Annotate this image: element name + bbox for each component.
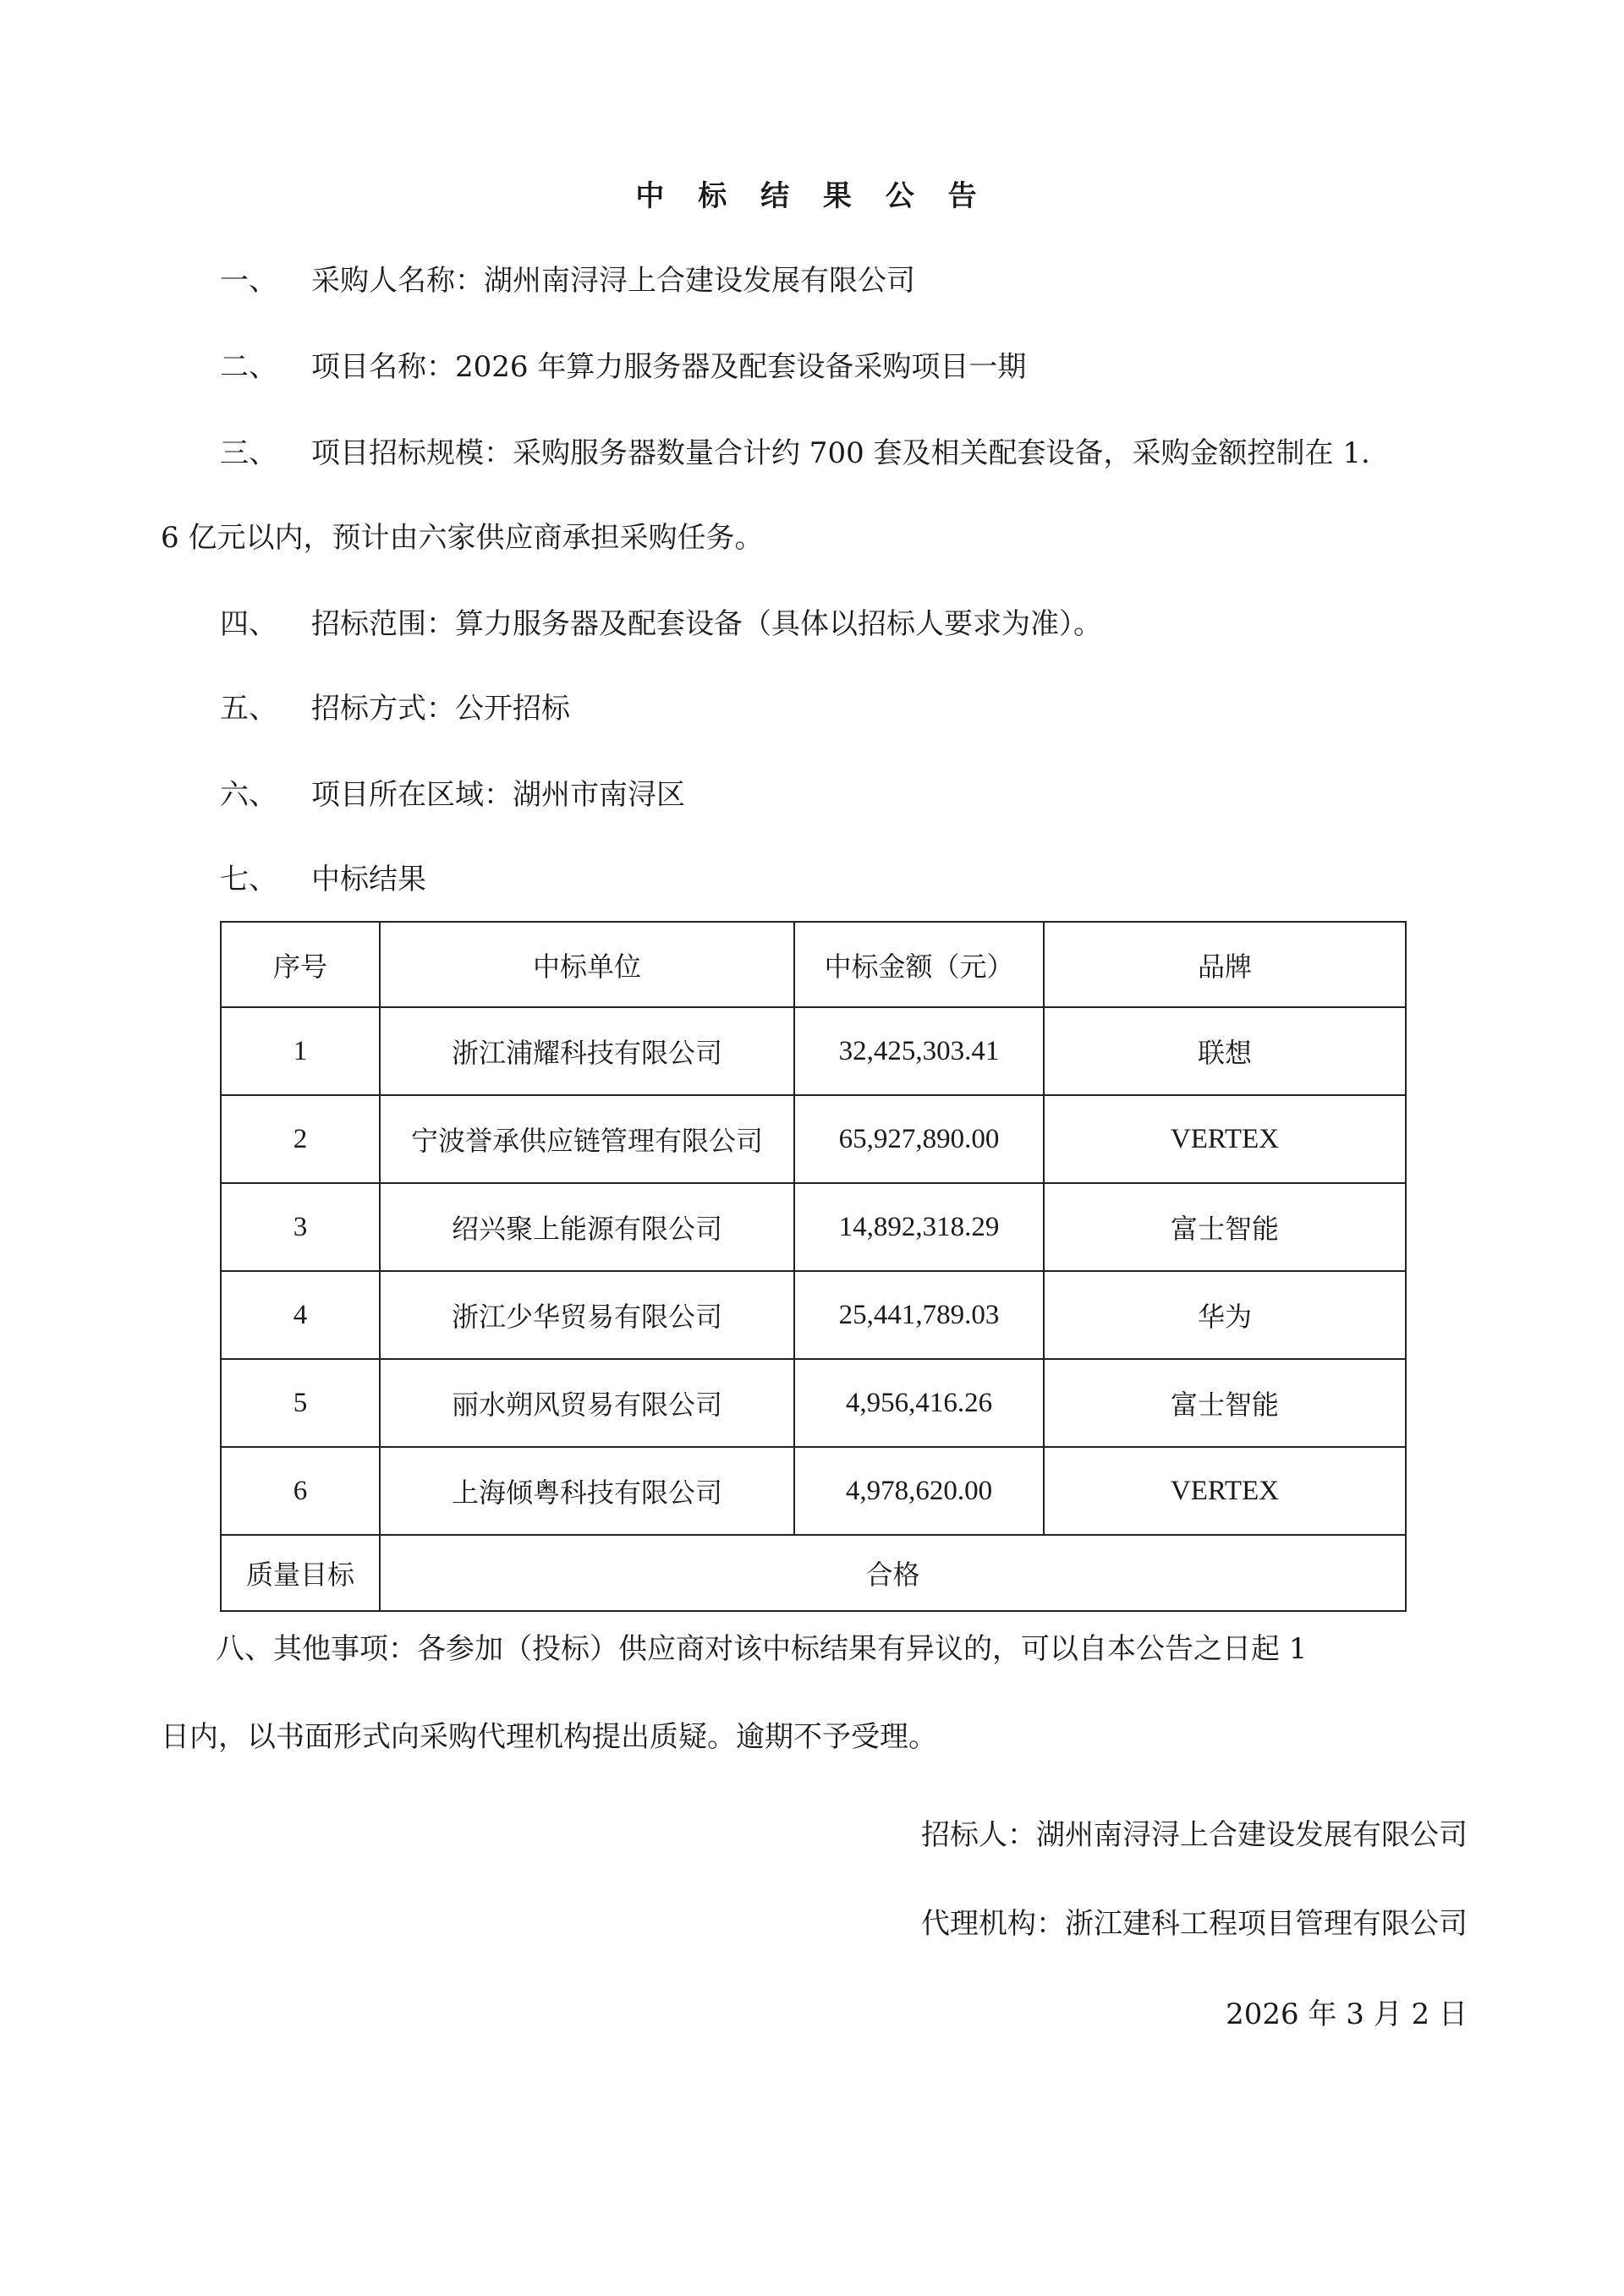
item-scale [220,428,1370,479]
item-text: 项目招标规模：采购服务器数量合计约 700 套及相关配套设备，采购金额控制在 1. [311,436,1370,470]
item-text: 项目名称：2026 年算力服务器及配套设备采购项目一期 [311,350,1027,384]
item-number: 二、 [220,350,277,384]
table-header-row [221,922,1406,1007]
cell-brand: 华为 [1044,1271,1406,1359]
item-number: 六、 [220,778,277,812]
cell-company: 浙江浦耀科技有限公司 [380,1007,794,1095]
cell-amount: 14,892,318.29 [794,1183,1044,1271]
cell-amount: 4,978,620.00 [794,1447,1044,1535]
item-text: 采购人名称：湖州南浔浔上合建设发展有限公司 [311,264,915,298]
cell-company: 宁波誉承供应链管理有限公司 [380,1095,794,1183]
cell-no: 2 [221,1095,380,1183]
cell-amount: 4,956,416.26 [794,1359,1044,1447]
cell-no: 5 [221,1359,380,1447]
cell-company: 丽水朔风贸易有限公司 [380,1359,794,1447]
results-table [220,921,1407,1612]
cell-company: 浙江少华贸易有限公司 [380,1271,794,1359]
announcement-date: 2026 年 3 月 2 日 [1226,1997,1468,2031]
item-scale-continuation: 6 亿元以内，预计由六家供应商承担采购任务。 [161,521,764,555]
cell-brand: 富士智能 [1044,1359,1406,1447]
item-scope [220,599,1102,649]
quality-row [221,1535,1406,1611]
agency-signature: 代理机构：浙江建科工程项目管理有限公司 [921,1907,1468,1941]
item-number: 七、 [220,863,277,896]
item-number: 五、 [220,692,277,726]
cell-no: 4 [221,1271,380,1359]
quality-value: 合格 [380,1535,1406,1611]
item-text: 招标范围：算力服务器及配套设备（具体以招标人要求为准）。 [311,607,1102,641]
tenderer-signature: 招标人：湖州南浔浔上合建设发展有限公司 [921,1818,1468,1852]
table-row [221,1183,1406,1271]
item-purchaser [220,255,915,306]
table-row [221,1447,1406,1535]
cell-brand: 联想 [1044,1007,1406,1095]
header-amount: 中标金额（元） [794,922,1044,1007]
item-number: 三、 [220,436,277,470]
cell-amount: 32,425,303.41 [794,1007,1044,1095]
cell-amount: 65,927,890.00 [794,1095,1044,1183]
item-region [220,770,685,820]
table-row [221,1095,1406,1183]
header-brand: 品牌 [1044,922,1406,1007]
cell-no: 3 [221,1183,380,1271]
cell-company: 上海倾粤科技有限公司 [380,1447,794,1535]
table-row [221,1271,1406,1359]
cell-brand: VERTEX [1044,1447,1406,1535]
other-matters-line-1: 八、其他事项：各参加（投标）供应商对该中标结果有异议的，可以自本公告之日起 1 [216,1632,1308,1666]
quality-label: 质量目标 [221,1535,380,1611]
item-text: 招标方式：公开招标 [311,692,570,726]
cell-amount: 25,441,789.03 [794,1271,1044,1359]
page-title: 中 标 结 果 公 告 [635,179,989,213]
cell-brand: VERTEX [1044,1095,1406,1183]
item-text: 项目所在区域：湖州市南浔区 [311,778,685,812]
item-project-name [220,342,1026,392]
header-company: 中标单位 [380,922,794,1007]
item-number: 四、 [220,607,277,641]
table-row [221,1007,1406,1095]
header-no: 序号 [221,922,380,1007]
table-row [221,1359,1406,1447]
item-results-heading [220,854,426,905]
cell-no: 1 [221,1007,380,1095]
cell-brand: 富士智能 [1044,1183,1406,1271]
item-text: 中标结果 [311,863,426,896]
other-matters-line-2: 日内，以书面形式向采购代理机构提出质疑。逾期不予受理。 [161,1720,937,1754]
cell-company: 绍兴聚上能源有限公司 [380,1183,794,1271]
item-method [220,683,570,734]
item-number: 一、 [220,264,277,298]
cell-no: 6 [221,1447,380,1535]
